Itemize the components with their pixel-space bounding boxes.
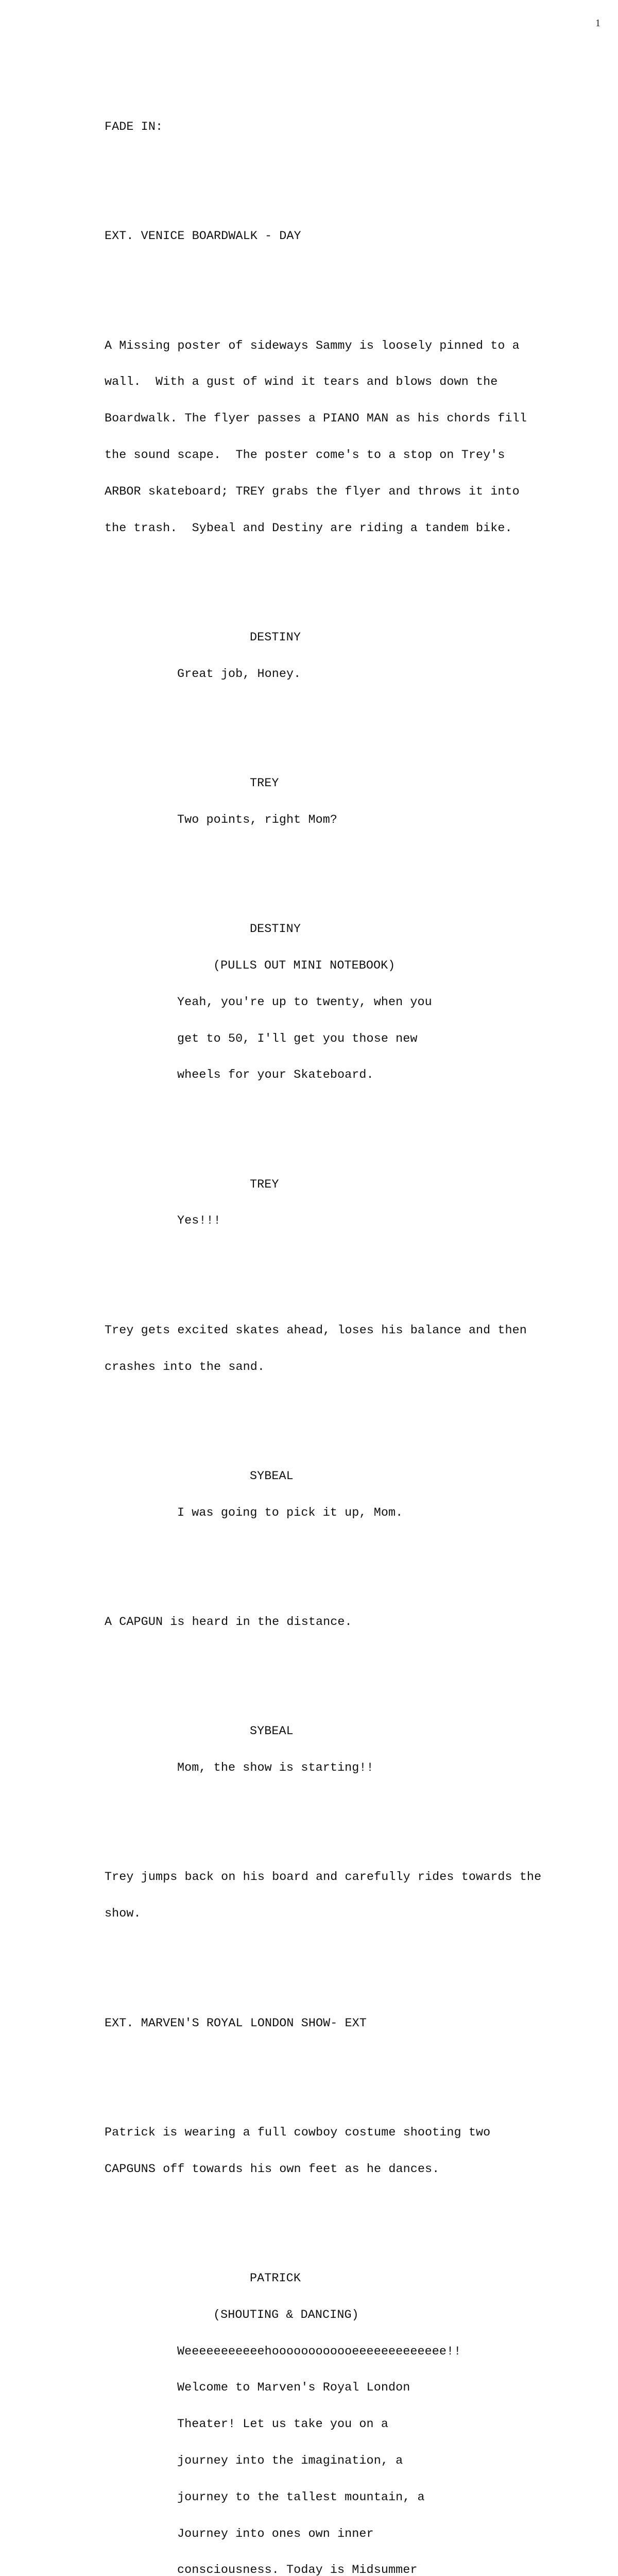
dialogue-line: Yeah, you're up to twenty, when you bbox=[177, 995, 432, 1009]
dialogue-block bbox=[105, 2249, 568, 2576]
scene-heading-text: EXT. VENICE BOARDWALK - DAY bbox=[105, 230, 301, 244]
dialogue-line: Welcome to Marven's Royal London bbox=[177, 2381, 410, 2395]
dialogue-block bbox=[105, 754, 568, 851]
character-name: SYBEAL bbox=[250, 1469, 294, 1483]
dialogue-line: Yes!!! bbox=[177, 1214, 221, 1228]
parenthetical: (PULLS OUT MINI NOTEBOOK) bbox=[213, 959, 396, 973]
character-name: SYBEAL bbox=[250, 1725, 294, 1739]
dialogue-line: Journey into ones own inner bbox=[177, 2527, 374, 2541]
action-line: Patrick is wearing a full cowboy costume shooting two bbox=[105, 2126, 491, 2140]
dialogue-line: Two points, right Mom? bbox=[177, 813, 338, 827]
dialogue-block bbox=[105, 900, 568, 1106]
character-name: TREY bbox=[250, 777, 279, 791]
dialogue-line: journey into the imagination, a bbox=[177, 2454, 403, 2468]
character-name: TREY bbox=[250, 1178, 279, 1192]
dialogue-line: Great job, Honey. bbox=[177, 667, 301, 681]
action-block bbox=[105, 1301, 568, 1398]
dialogue-block bbox=[105, 608, 568, 705]
screenplay-body bbox=[105, 61, 568, 2576]
transition bbox=[105, 97, 568, 158]
transition-text: FADE IN: bbox=[105, 120, 163, 134]
action-block bbox=[105, 316, 568, 559]
dialogue-line: Mom, the show is starting!! bbox=[177, 1761, 374, 1775]
action-line: crashes into the sand. bbox=[105, 1360, 265, 1374]
action-line: Trey jumps back on his board and carefully rides towards the bbox=[105, 1871, 542, 1885]
action-line: wall. With a gust of wind it tears and blows down the bbox=[105, 376, 498, 389]
action-line: CAPGUNS off towards his own feet as he dances. bbox=[105, 2162, 440, 2176]
scene-heading bbox=[105, 207, 568, 267]
action-block bbox=[105, 1848, 568, 1945]
action-line: A Missing poster of sideways Sammy is loosely pinned to a bbox=[105, 339, 520, 353]
parenthetical: (SHOUTING & DANCING) bbox=[213, 2308, 359, 2322]
action-line: the sound scape. The poster come's to a stop on Trey's bbox=[105, 449, 505, 462]
character-name: DESTINY bbox=[250, 631, 301, 645]
scene-heading bbox=[105, 1993, 568, 2054]
action-block bbox=[105, 2103, 568, 2200]
page-number: 1 bbox=[595, 18, 600, 29]
dialogue-line: Weeeeeeeeeeehoooooooooooeeeeeeeeeeeee!! bbox=[177, 2345, 461, 2359]
action-line: the trash. Sybeal and Destiny are riding a tandem bike. bbox=[105, 521, 512, 535]
dialogue-line: wheels for your Skateboard. bbox=[177, 1069, 374, 1082]
dialogue-block bbox=[105, 1447, 568, 1544]
scene-heading-text: EXT. MARVEN'S ROYAL LONDON SHOW- EXT bbox=[105, 2016, 367, 2030]
character-name: DESTINY bbox=[250, 923, 301, 937]
dialogue-line: get to 50, I'll get you those new bbox=[177, 1032, 418, 1046]
action-line: Boardwalk. The flyer passes a PIANO MAN as his chords fill bbox=[105, 412, 527, 426]
dialogue-block bbox=[105, 1702, 568, 1799]
action-block bbox=[105, 1592, 568, 1653]
dialogue-line: consciousness. Today is Midsummer bbox=[177, 2564, 418, 2576]
action-line: A CAPGUN is heard in the distance. bbox=[105, 1616, 352, 1629]
action-line: show. bbox=[105, 1907, 141, 1921]
action-line: Trey gets excited skates ahead, loses his balance and then bbox=[105, 1324, 527, 1337]
character-name: PATRICK bbox=[250, 2272, 301, 2286]
dialogue-line: I was going to pick it up, Mom. bbox=[177, 1506, 403, 1520]
dialogue-line: Theater! Let us take you on a bbox=[177, 2418, 388, 2432]
dialogue-line: journey to the tallest mountain, a bbox=[177, 2490, 425, 2504]
dialogue-block bbox=[105, 1155, 568, 1252]
action-line: ARBOR skateboard; TREY grabs the flyer and throws it into bbox=[105, 485, 520, 499]
